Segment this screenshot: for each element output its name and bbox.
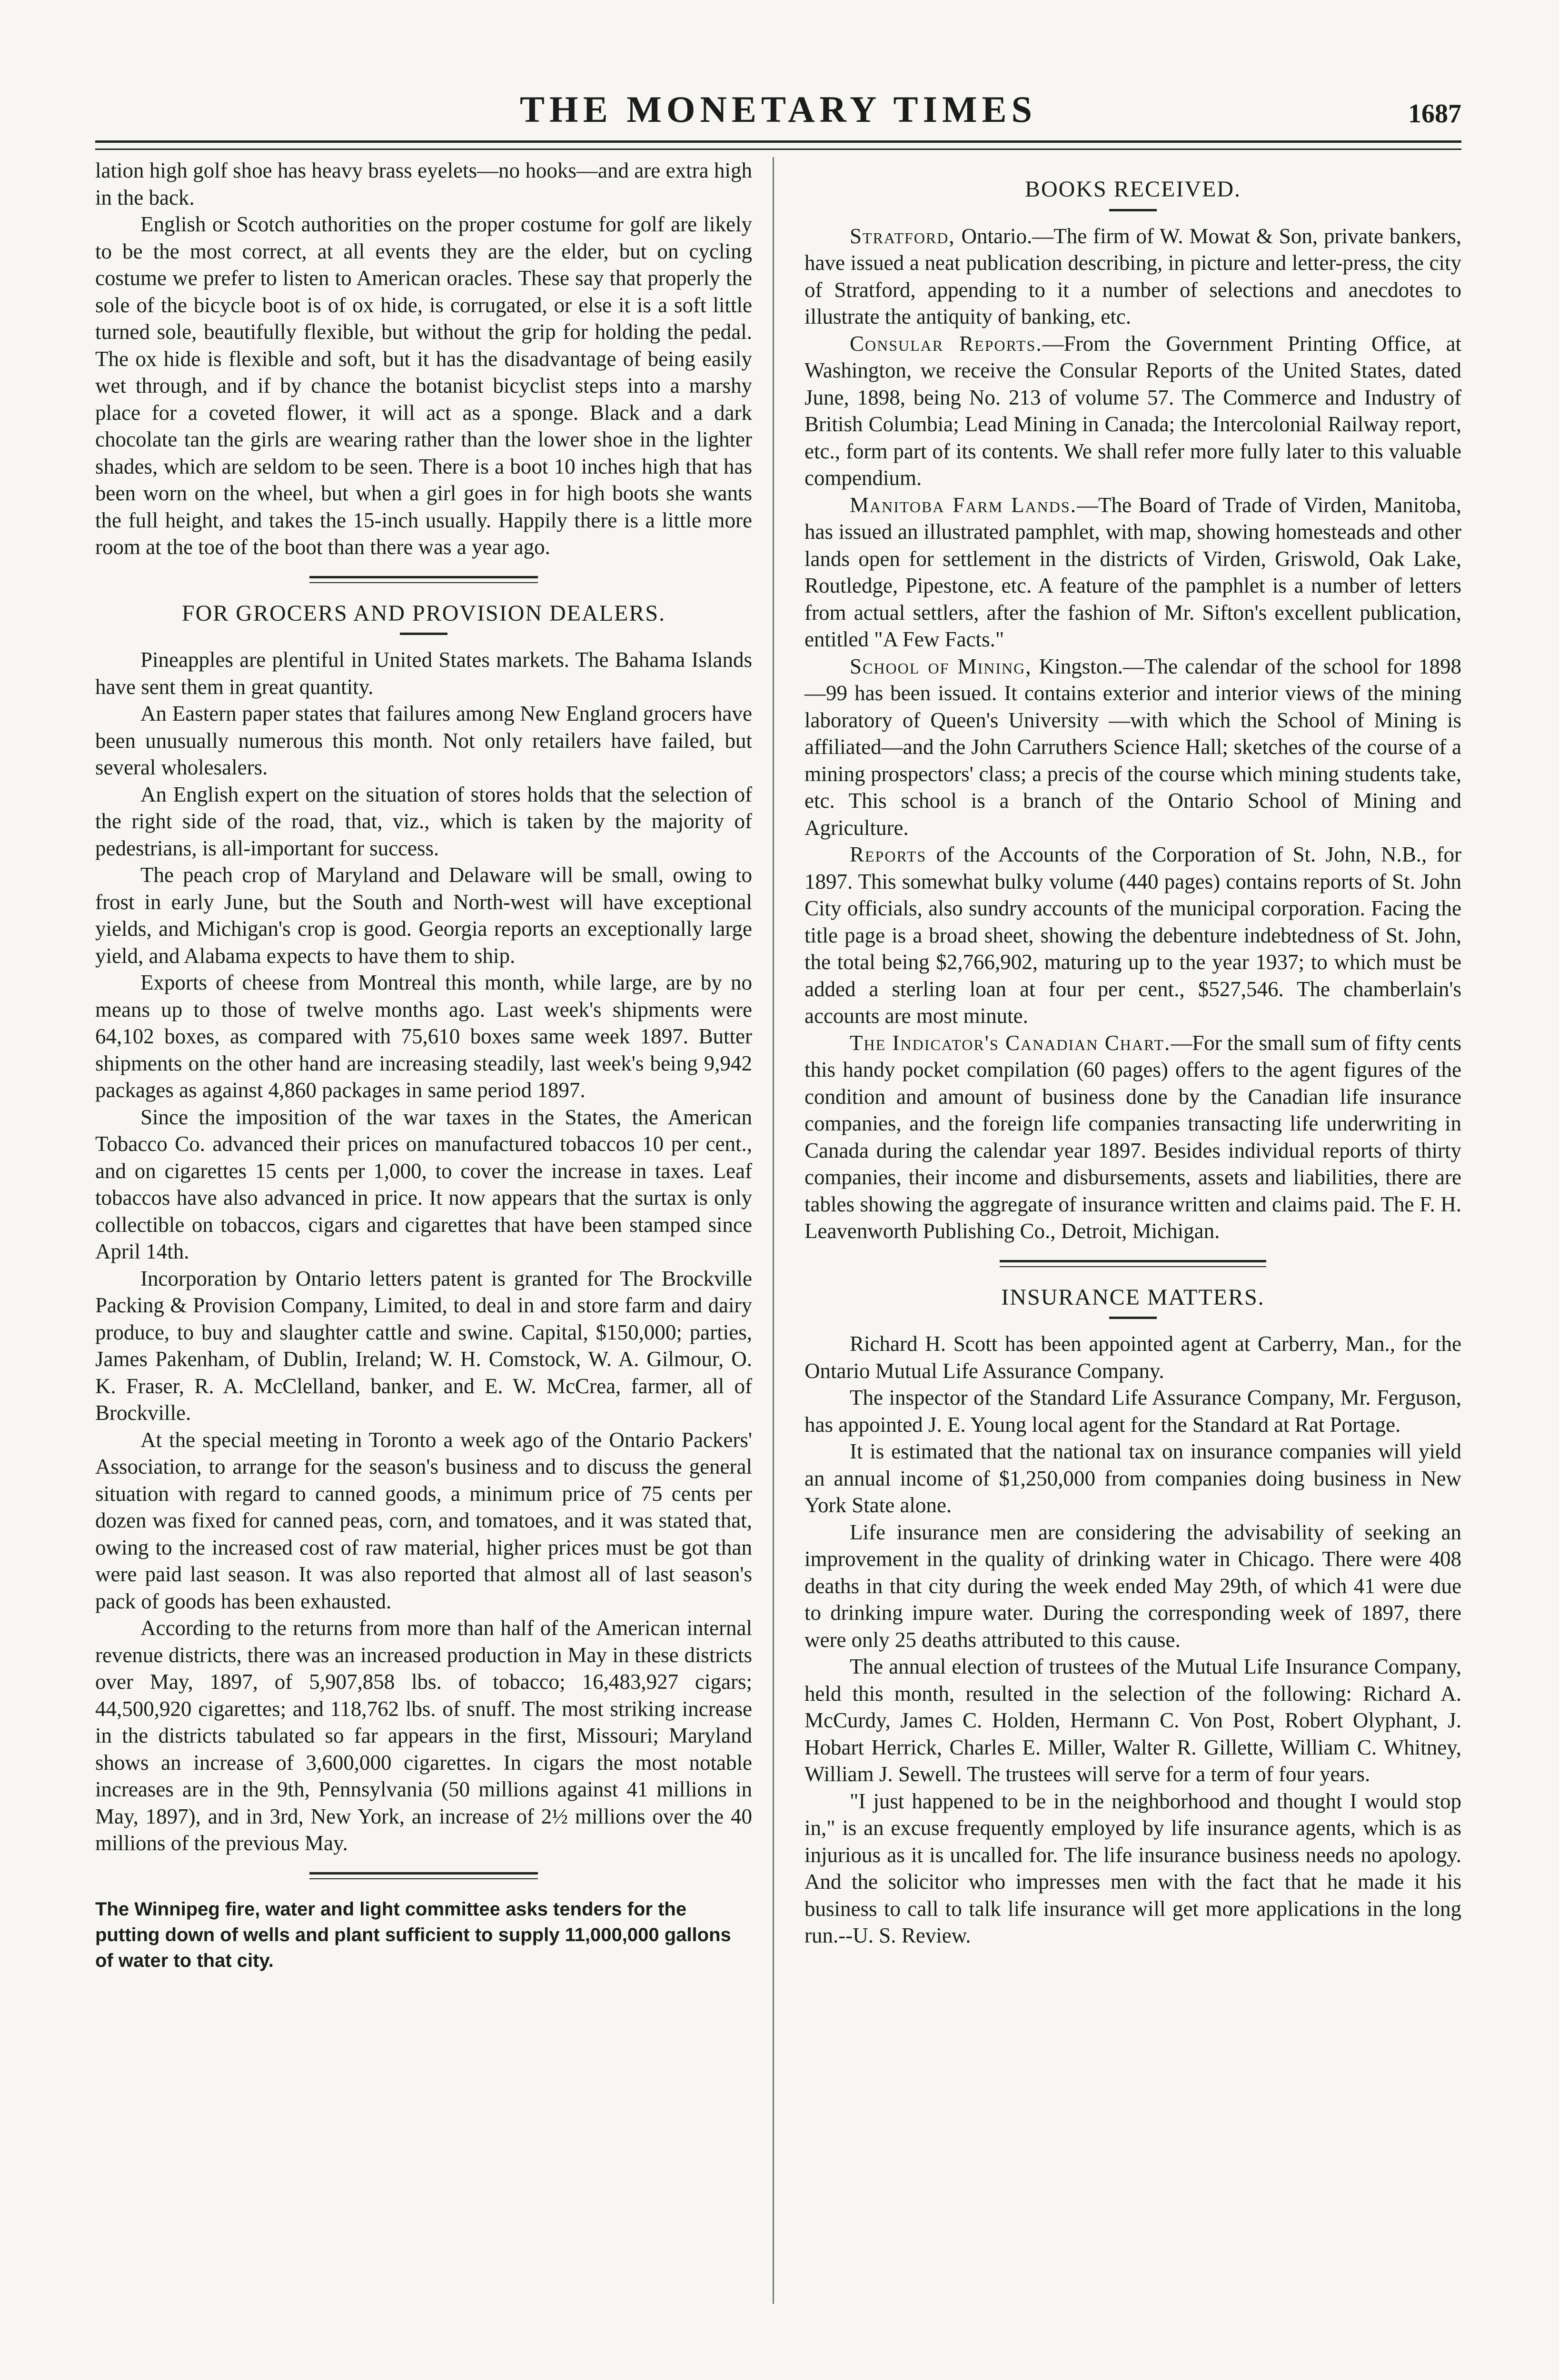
- winnipeg-notice: The Winnipeg fire, water and light committee asks tenders for the putting down of wells and plant sufficient to supply 11,000,000 gallons of water to that city.: [95, 1898, 731, 1971]
- heading-underline: [1109, 1317, 1157, 1319]
- section-separator: [1000, 1260, 1266, 1267]
- war-taxes-tobacco-paragraph: Since the imposition of the war taxes in the States, the American Tobacco Co. advanced their prices on manufactured tobaccos 10 per cent., and on cigarettes 15 cents per 1,000, to cover the increase in taxes. Leaf tobaccos have also advanced in price. It now appears that the surtax is only collectible on tobaccos, cigars and cigarettes that have been stamped since April 14th.: [95, 1105, 752, 1263]
- golf-shoe-paragraph-end: lation high golf shoe has heavy brass eyelets—no hooks—and are extra high in the back.: [95, 159, 752, 209]
- chicago-water-paragraph: Life insurance men are considering the advisability of seeking an improvement in the quality of drinking water in Chicago. There were 408 deaths in that city during the week ended May 29th, of which 41 were due to drinking impure water. During the corresponding week of 1897, there were only 25 deaths attributed to this cause.: [804, 1520, 1461, 1652]
- page-header: [95, 88, 1461, 140]
- entry-body: of the Accounts of the Corporation of St. John, N.B., for 1897. This somewhat bulky volume (440 pages) contains reports of St. John City officials, also sundry accounts of the municipal corporation. Facing the title page is a broad sheet, showing the debenture indebtedness of St. John, the total being $2,766,902, maturing up to the year 1937; to which must be added a sterling loan at four per cent., $527,546. The chamberlain's accounts are most minute.: [804, 843, 1462, 1028]
- stratford-entry: [804, 223, 1461, 330]
- entry-body: Kingston.—The calendar of the school for 1898—99 has been issued. It contains exterior and interior views of the mining laboratory of Queen's University —with which the School of Mining is affiliated—and the John Carruthers Science Hall; sketches of the course of a mining prospectors' class; a precis of the course which mining students take, etc. This school is a branch of the Ontario School of Mining and Agriculture.: [804, 654, 1461, 840]
- indicator-chart-entry: [804, 1030, 1461, 1245]
- entry-body: Ontario.—The firm of W. Mowat & Son, private bankers, have issued a neat publication describing, in picture and letter-press, the city of Stratford, appending to it a number of selections and anecdotes to illustrate the antiquity of banking, etc.: [804, 224, 1462, 328]
- entry-lead: Manitoba Farm Lands.: [850, 493, 1077, 517]
- st-john-reports-entry: [804, 841, 1461, 1030]
- section-separator: [309, 576, 538, 583]
- scott-appointment-paragraph: Richard H. Scott has been appointed agent at Carberry, Man., for the Ontario Mutual Life Assurance Company.: [804, 1332, 1461, 1383]
- section-separator: [309, 1872, 538, 1879]
- entry-lead: The Indicator's Canadian Chart.: [850, 1031, 1171, 1055]
- left-column: [95, 157, 752, 1973]
- mutual-life-trustees-paragraph: The annual election of trustees of the Mutual Life Insurance Company, held this month, resulted in the selection of the following: Richard A. McCurdy, James C. Holden, Hermann C. Von Post, Robert Olyphant, J. Hobart Herrick, Charles E. Miller, Walter R. Gillette, William C. Whitney, William J. Sewell. The trustees will serve for a term of four years.: [804, 1655, 1461, 1786]
- header-rule-thin: [95, 149, 1461, 150]
- cheese-exports-paragraph: Exports of cheese from Montreal this month, while large, are by no means up to those of twelve months ago. Last week's shipments were 64,102 boxes, as compared with 75,610 boxes same week 1897. Butter shipments on the other hand are increasing steadily, last week's being 9,942 packages as against 4,860 packages in same period 1897.: [95, 971, 752, 1102]
- entry-lead: Stratford,: [850, 224, 955, 248]
- right-column: [804, 157, 1461, 1949]
- header-rule-thick: [95, 140, 1461, 143]
- books-section-heading: BOOKS RECEIVED.: [1024, 177, 1241, 202]
- grocer-failures-paragraph: An Eastern paper states that failures among New England grocers have been unusually numerous this month. Not only retailers have failed, but several wholesalers.: [95, 702, 752, 779]
- ontario-packers-paragraph: At the special meeting in Toronto a week ago of the Ontario Packers' Association, to arrange for the season's business and to discuss the general situation with regard to canned goods, a minimum price of 75 cents per dozen was fixed for canned peas, corn, and tomatoes, and it was stated that, owing to the increased cost of raw material, higher prices must be got than were paid last season. It was also reported that almost all of last season's pack of goods has been exhausted.: [95, 1428, 752, 1613]
- school-of-mining-entry: [804, 653, 1461, 842]
- insurance-section-heading: INSURANCE MATTERS.: [1001, 1284, 1265, 1310]
- grocers-section-heading: FOR GROCERS AND PROVISION DEALERS.: [181, 600, 666, 626]
- entry-body: —For the small sum of fifty cents this handy pocket compilation (60 pages) offers to the agent figures of the condition and amount of business done by the Canadian life insurance companies, and the foreign life companies transacting life underwriting in Canada during the calendar year 1897. Besides individual reports of thirty companies, their income and disbursements, assets and liabilities, there are tables showing the aggregate of insurance written and claims paid. The F. H. Leavenworth Publishing Co., Detroit, Michigan.: [804, 1031, 1461, 1243]
- entry-lead: Consular Reports.: [850, 331, 1043, 356]
- standard-life-paragraph: The inspector of the Standard Life Assurance Company, Mr. Ferguson, has appointed J. E. Young local agent for the Standard at Rat Portage.: [804, 1386, 1461, 1437]
- entry-body: —From the Government Printing Office, at Washington, we receive the Consular Reports of the United States, dated June, 1898, being No. 213 of volume 57. The Commerce and Industry of British Columbia; Lead Mining in Canada; the Intercolonial Railway report, etc., form part of its contents. We shall refer more fully later to this valuable compendium.: [804, 331, 1461, 490]
- revenue-returns-paragraph: According to the returns from more than half of the American internal revenue districts, there was an increased production in May in these districts over May, 1897, of 5,907,858 lbs. of tobacco; 16,483,927 cigars; 44,500,920 cigarettes; and 118,762 lbs. of snuff. The most striking increase in the districts tabulated so far appears in the first, Missouri; Maryland shows an increase of 3,600,000 cigarettes. In cigars the most notable increases are in the 9th, Pennsylvania (50 millions against 41 millions in May, 1897), and in 3rd, New York, an increase of 2½ millions over the 40 millions of the previous May.: [95, 1616, 752, 1855]
- pineapples-paragraph: Pineapples are plentiful in United States markets. The Bahama Islands have sent them in great quantity.: [95, 648, 752, 699]
- agent-excuse-paragraph: "I just happened to be in the neighborhood and thought I would stop in," is an excuse frequently employed by life insurance agents, which is as injurious as it is uncalled for. The life insurance business needs no apology. And the solicitor who impresses men with the fact that he made it his business to call to talk life insurance will get more applications in the long run.--U. S. Review.: [804, 1789, 1461, 1947]
- page-number: 1687: [1408, 99, 1461, 129]
- peach-crop-paragraph: The peach crop of Maryland and Delaware will be small, owing to frost in early June, but the South and North-west will have exceptional yields, and Michigan's crop is good. Georgia reports an exceptionally large yield, and Alabama expects to have them to ship.: [95, 863, 752, 968]
- brockville-incorporation-paragraph: Incorporation by Ontario letters patent is granted for The Brockville Packing & Provision Company, Limited, to deal in and store farm and dairy produce, to buy and slaughter cattle and swine. Capital, $150,000; parties, James Pakenham, of Dublin, Ireland; W. H. Comstock, W. A. Gilmour, O. K. Fraser, R. A. McClelland, banker, and E. W. McCrea, farmer, all of Brockville.: [95, 1266, 752, 1425]
- national-tax-paragraph: It is estimated that the national tax on insurance companies will yield an annual income of $1,250,000 from companies doing business in New York State alone.: [804, 1439, 1461, 1517]
- masthead-title: THE MONETARY TIMES: [520, 89, 1037, 130]
- entry-lead: Reports: [850, 843, 927, 866]
- store-situation-paragraph: An English expert on the situation of stores holds that the selection of the right side of the road, that, viz., which is taken by the majority of pedestrians, is all-important for success.: [95, 782, 752, 860]
- entry-lead: School of Mining,: [850, 654, 1032, 678]
- cycling-costume-paragraph: English or Scotch authorities on the proper costume for golf are likely to be the most correct, at all events they are the elder, but on cycling costume we prefer to listen to American oracles. These say that properly the sole of the bicycle boot is of ox hide, is corrugated, or else it is a soft little turned sole, beautifully flexible, but without the grip for holding the pedal. The ox hide is flexible and soft, but it has the disadvantage of being easily wet through, and if by chance the botanist bicyclist steps into a marshy place for a coveted flower, it will act as a sponge. Black and a dark chocolate tan the girls are wearing rather than the lower shoe in the lighter shades, which are seldom to be seen. There is a boot 10 inches high that has been worn on the wheel, but when a girl goes in for high boots she wants the full height, and takes the 15-inch usually. Happily there is a little more room at the toe of the boot than there was a year ago.: [95, 212, 752, 559]
- entry-body: —The Board of Trade of Virden, Manitoba, has issued an illustrated pamphlet, with map, showing homesteads and other lands open for settlement in the districts of Virden, Griswold, Oak Lake, Routledge, Pipestone, etc. A feature of the pamphlet is a number of letters from actual settlers, after the fashion of Mr. Sifton's excellent publication, entitled "A Few Facts.": [804, 493, 1461, 651]
- manitoba-farm-lands-entry: [804, 492, 1461, 653]
- consular-reports-entry: [804, 330, 1461, 492]
- heading-underline: [400, 633, 447, 635]
- column-divider: [773, 157, 774, 2304]
- heading-underline: [1109, 209, 1157, 211]
